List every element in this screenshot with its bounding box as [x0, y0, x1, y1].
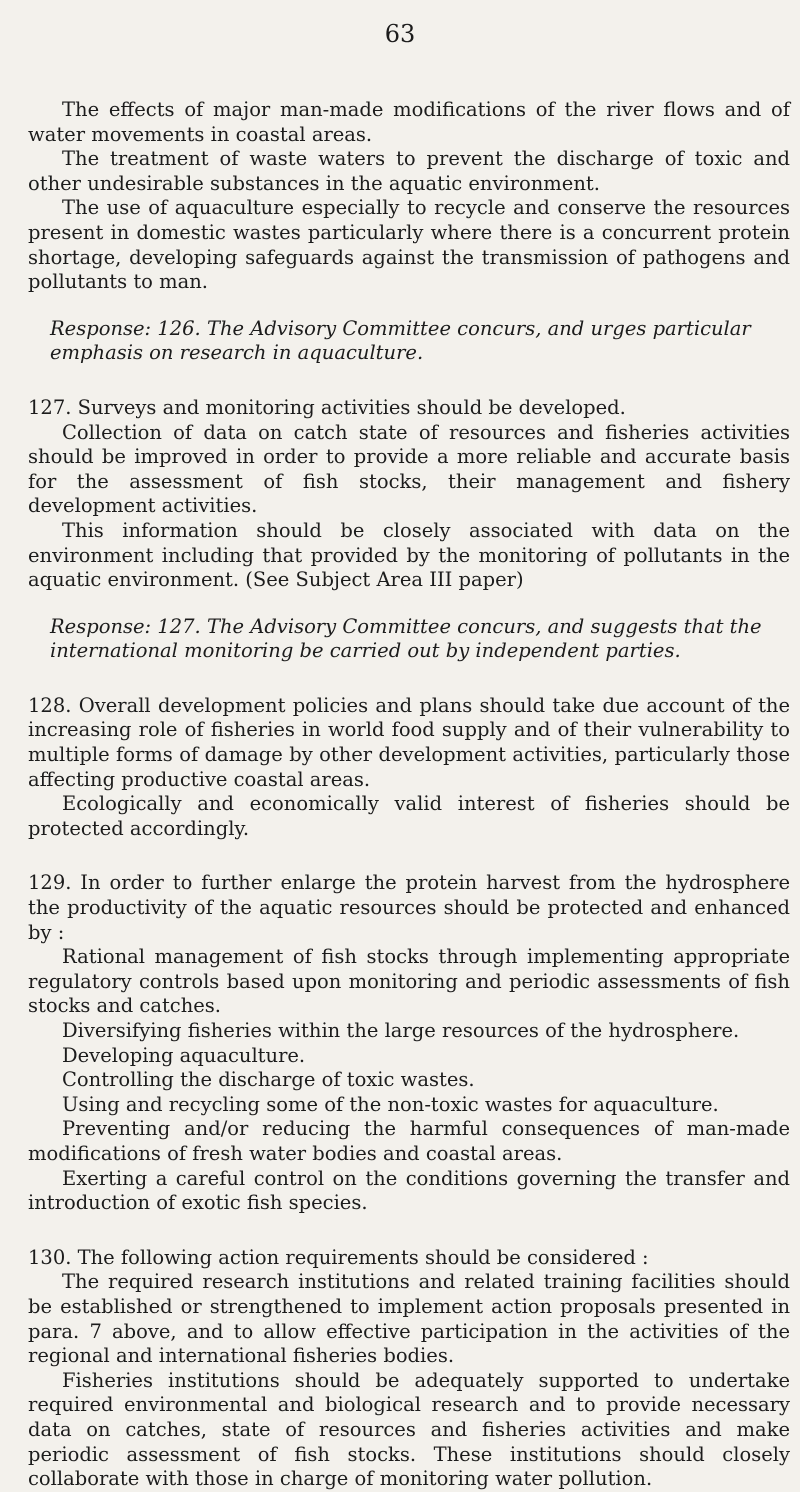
section-130-lead: 130. The following action requirements should be considered :: [28, 1245, 649, 1269]
section-128-lead: 128. Overall development policies and plans should take due account of the increasing role of fisheries in world food supply and of their vulnerability to multiple forms of damage by other development activities, particularly those affecting productive coastal areas.: [28, 693, 790, 791]
section-128: [28, 694, 790, 842]
section-129-item-7: Exerting a careful control on the conditions governing the transfer and introduction of exotic fish species.: [28, 1166, 790, 1215]
page-body: [28, 98, 790, 1492]
section-129-item-1: Rational management of fish stocks through implementing appropriate regulatory controls based upon monitoring and periodic assessments of fish stocks and catches.: [28, 945, 790, 1018]
page-number: 63: [384, 20, 416, 48]
intro-paragraph-2: The treatment of waste waters to prevent the discharge of toxic and other undesirable substances in the aquatic environment.: [28, 147, 790, 195]
section-129-item-2: Diversifying fisheries within the large resources of the hydrosphere.: [62, 1019, 740, 1042]
section-129: [28, 871, 790, 1215]
section-129-item-3: Developing aquaculture.: [62, 1043, 306, 1067]
section-127-lead: 127. Surveys and monitoring activities should be developed.: [28, 395, 626, 419]
response-127: Response: 127. The Advisory Committee concurs, and suggests that the international monitoring be carried out by independent parties.: [50, 614, 762, 663]
section-129-item-6: Preventing and/or reducing the harmful consequences of man-made modifications of fresh water bodies and coastal areas.: [28, 1117, 790, 1165]
section-127-paragraph-1: Collection of data on catch state of resources and fisheries activities should be improved in order to provide a more reliable and accurate basis for the assessment of fish stocks, their management and fishery development activities.: [28, 420, 790, 518]
section-130-paragraph-2: Fisheries institutions should be adequately supported to undertake required environmental and biological research and to provide necessary data on catches, state of resources and fisheries activities and make periodic assessment of fish stocks. These institutions should closely collaborate with those in charge of monitoring water pollution.: [28, 1368, 790, 1491]
section-129-lead: 129. In order to further enlarge the protein harvest from the hydrosphere the productivity of the aquatic resources should be protected and enhanced by :: [28, 871, 790, 944]
section-127-paragraph-2: This information should be closely associated with data on the environment including that provided by the monitoring of pollutants in the aquatic environment. (See Subject Area III paper): [28, 518, 790, 592]
intro-paragraph-1: The effects of major man-made modifications of the river flows and of water movements in coastal areas.: [28, 98, 790, 146]
intro-paragraph-3: The use of aquaculture especially to recycle and conserve the resources present in domestic wastes particularly where there is a concurrent protein shortage, developing safeguards against the transmission of pathogens and pollutants to man.: [28, 196, 790, 294]
section-129-item-4: Controlling the discharge of toxic wastes.: [62, 1068, 475, 1092]
response-126: Response: 126. The Advisory Committee concurs, and urges particular emphasis on research in aquaculture.: [50, 316, 751, 365]
section-128-paragraph-1: Ecologically and economically valid interest of fisheries should be protected accordingly.: [28, 792, 790, 840]
section-130-paragraph-1: The required research institutions and related training facilities should be established or strengthened to implement action proposals presented in para. 7 above, and to allow effective participation in the activities of the regional and international fisheries bodies.: [28, 1270, 790, 1368]
section-130: [28, 1246, 790, 1492]
section-127: [28, 396, 790, 664]
section-129-item-5: Using and recycling some of the non-toxic wastes for aquaculture.: [62, 1092, 719, 1116]
